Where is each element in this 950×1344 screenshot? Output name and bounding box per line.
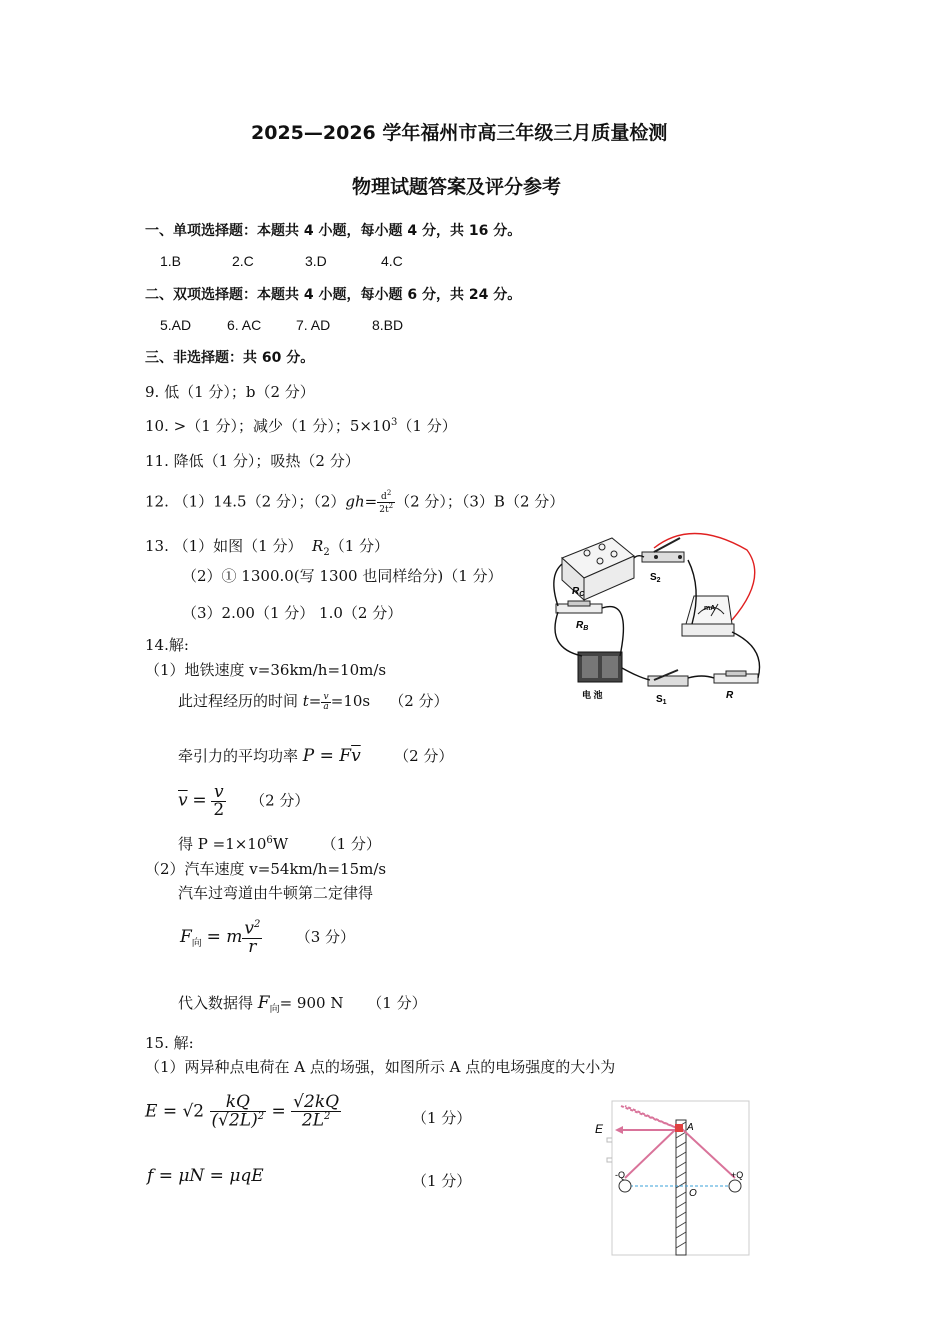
q14-result-pre: 得 P =1×10 (178, 835, 267, 853)
q14-power (178, 745, 453, 766)
q15-e-fraction2 (291, 1094, 341, 1130)
q14-sub-pre: 代入数据得 (178, 994, 258, 1012)
q12-num-exp: 2 (386, 489, 392, 497)
answer-7: 7. AD (296, 317, 331, 333)
section1-heading: 一、单项选择题：本题共 4 小题，每小题 4 分，共 16 分。 (145, 223, 522, 239)
q14-vbar-eq: = (192, 790, 207, 811)
answer-8: 8.BD (372, 317, 404, 333)
question-13-line2: （2）① 1300.0(写 1300 也同样给分)（1 分） (182, 567, 503, 585)
label-qpos: +Q (731, 1170, 744, 1180)
label-e: E (595, 1122, 604, 1136)
q15-e-lhs: E = (145, 1101, 183, 1122)
q10-exp: 3 (391, 417, 398, 428)
answer-6: 6. AC (227, 317, 262, 333)
q14-result (178, 833, 381, 854)
answer-2: 2.C (232, 253, 254, 269)
question-10 (145, 415, 457, 436)
q14-f-sub: 向 (191, 937, 202, 949)
question-13-line1 (145, 535, 389, 558)
q12-fraction (377, 490, 395, 515)
label-meter: mA (704, 605, 716, 612)
answer-1: 1.B (160, 253, 182, 269)
answer-4: 4.C (381, 253, 403, 269)
label-s2: $S_2$ (650, 572, 661, 584)
label-a: A (687, 1122, 694, 1133)
q14-result-tail: W (272, 835, 289, 853)
q14-sub-f: F (257, 993, 270, 1013)
q14-f-lhs: F (180, 926, 192, 947)
resistor-r (714, 671, 758, 683)
q14-time-den: a (323, 701, 329, 712)
q15-e-num1: kQ (210, 1094, 267, 1112)
q15-field-formula (145, 1094, 341, 1130)
q14-part1: （1）地铁速度 v=36km/h=10m/s (145, 661, 387, 679)
label-r: R (726, 690, 734, 701)
q14-time-tail: =10s (330, 692, 371, 710)
q14-f-fraction (242, 920, 262, 956)
q14-part2-text: 汽车过弯道由牛顿第二定律得 (178, 884, 374, 902)
circuit-diagram (542, 528, 768, 710)
q14-vbar-num: v (211, 784, 226, 802)
q15-part1: （1）两异种点电荷在 A 点的场强，如图所示 A 点的电场强度的大小为 (145, 1058, 616, 1076)
q15-e-eq2: = (271, 1101, 286, 1122)
q14-force (180, 920, 355, 956)
q15-e-fraction1 (210, 1094, 267, 1130)
q15-e-den1: (√2L) (211, 1110, 258, 1131)
q14-substitute (178, 992, 427, 1015)
q15-e-den2-exp: 2 (323, 1111, 331, 1122)
q15-e-score: （1 分） (412, 1109, 472, 1127)
question-12 (145, 490, 564, 515)
q14-f-den: r (248, 936, 257, 957)
section2-heading: 二、双项选择题：本题共 4 小题，每小题 6 分，共 24 分。 (145, 287, 522, 303)
q14-time-score: （2 分） (389, 692, 449, 710)
q13-r: R (312, 537, 324, 555)
frame-ticks (607, 1138, 612, 1162)
q15-e-den2: 2L (301, 1110, 324, 1131)
q14-vbar-fraction (211, 784, 226, 819)
switch-s1 (648, 670, 688, 686)
q12-num: d (381, 492, 387, 502)
resistor-rb (556, 601, 602, 613)
answer-3: 3.D (305, 253, 327, 269)
q14-f-eq: = m (206, 926, 243, 947)
q12-den-exp: 2 (388, 502, 394, 510)
milliammeter (682, 596, 734, 636)
q12-lhs: gh= (345, 492, 378, 511)
q10-tail: （1 分） (397, 417, 457, 435)
question-9: 9. 低（1 分）；b（2 分） (145, 383, 315, 401)
q13-line1-pre: 13. （1）如图（1 分） (145, 537, 303, 555)
q14-vbar (178, 784, 309, 819)
q14-power-v: $\overline{v}$ (351, 746, 361, 766)
point-a-marker (675, 1124, 683, 1132)
q14-vbar-den: 2 (213, 800, 225, 820)
q14-power-eq: P = F (302, 746, 352, 766)
q14-time (178, 690, 449, 712)
question-15-head: 15. 解: (145, 1034, 194, 1052)
q15-friction-formula: f = μN = μqE (147, 1166, 264, 1186)
question-11: 11. 降低（1 分）；吸热（2 分） (145, 452, 360, 470)
q10-main: 10. >（1 分）；减少（1 分）；5×10 (145, 417, 392, 435)
label-o: O (689, 1188, 697, 1199)
q14-sub-score: （1 分） (367, 994, 427, 1012)
q14-time-pre: 此过程经历的时间 (178, 692, 303, 710)
label-s1: $S_1$ (656, 694, 667, 706)
answer-5: 5.AD (160, 317, 192, 333)
q14-vbar-lhs: $\overline{v}$ (178, 790, 188, 811)
q14-sub-sub: 向 (269, 1004, 280, 1015)
q12-den: 2t (379, 505, 389, 515)
section3-heading: 三、非选择题：共 60 分。 (145, 350, 315, 366)
question-14-head: 14.解: (145, 636, 189, 654)
page-title: 2025—2026 学年福州市高三年级三月质量检测 (251, 122, 668, 144)
q14-f-num-exp: 2 (253, 919, 261, 930)
q15-f-score: （1 分） (412, 1172, 472, 1190)
q12-tail: （2 分）；（3）B（2 分） (395, 492, 565, 511)
q14-f-num: v (244, 918, 254, 939)
q13-r-sub: 2 (323, 547, 330, 558)
question-13-line3: （3）2.00（1 分） 1.0（2 分） (182, 604, 403, 622)
q15-e-root: √2 (182, 1101, 205, 1122)
q14-part2: （2）汽车速度 v=54km/h=15m/s (145, 860, 387, 878)
label-qneg: -Q (615, 1170, 625, 1180)
charge-pos (729, 1180, 741, 1192)
battery (578, 652, 622, 682)
q14-sub-val: = 900 N (279, 994, 344, 1012)
q14-power-pre: 牵引力的平均功率 (178, 747, 303, 765)
label-rb: $R_B$ (576, 620, 589, 632)
q13-line1-tail: （1 分） (329, 537, 390, 555)
q12-pre: 12. （1）14.5（2 分）；（2） (145, 492, 346, 511)
q14-vbar-score: （2 分） (250, 791, 310, 810)
q14-time-num: v (321, 693, 330, 703)
charge-neg (619, 1180, 631, 1192)
q14-result-exp: 6 (266, 835, 273, 846)
q14-power-score: （2 分） (394, 747, 454, 765)
page-subtitle: 物理试题答案及评分参考 (352, 176, 562, 198)
field-diagram (585, 1098, 755, 1258)
q14-time-fraction (321, 693, 330, 712)
label-battery: 电 池 (582, 690, 603, 700)
q14-f-score: （3 分） (295, 927, 356, 946)
q14-result-score: （1 分） (321, 835, 381, 853)
label-rc: $R_C$ (572, 586, 585, 598)
q15-e-den1-exp: 2 (257, 1111, 265, 1122)
q14-time-t: t= (302, 692, 322, 710)
q15-e-num2: √2kQ (293, 1092, 340, 1112)
